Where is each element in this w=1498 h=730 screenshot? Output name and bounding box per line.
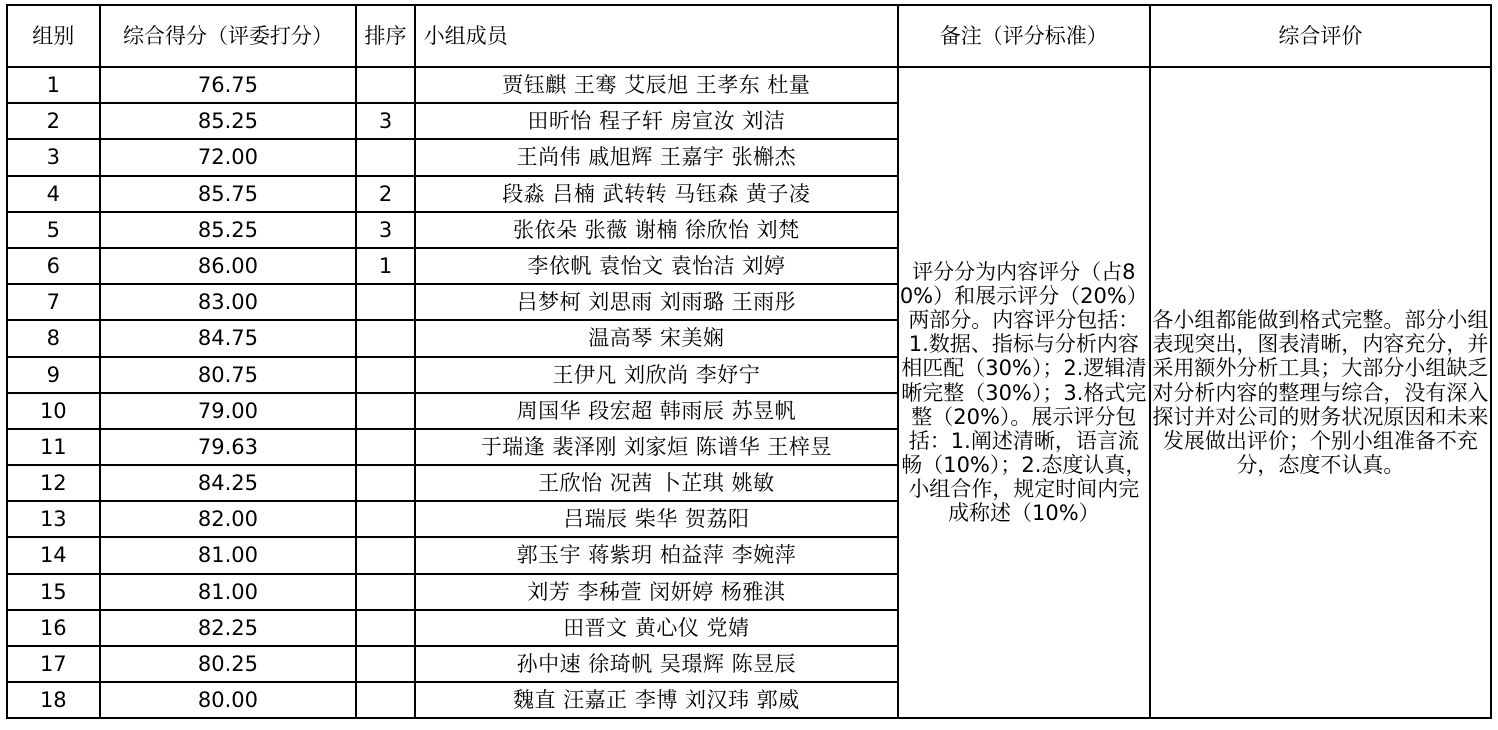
- cell-score: 81.00: [100, 537, 357, 573]
- header-evaluation: 综合评价: [1150, 5, 1491, 67]
- cell-group: 15: [7, 574, 100, 610]
- cell-group: 17: [7, 646, 100, 682]
- table-header-row: [7, 5, 1491, 67]
- cell-rank: [356, 357, 414, 393]
- cell-members: 王伊凡 刘欣尚 李妤宁: [415, 357, 898, 393]
- cell-group: 8: [7, 320, 100, 356]
- header-score: 综合得分（评委打分）: [100, 5, 357, 67]
- cell-members: 温高琴 宋美娴: [415, 320, 898, 356]
- cell-group: 18: [7, 682, 100, 718]
- cell-score: 84.25: [100, 465, 357, 501]
- cell-rank: [356, 646, 414, 682]
- cell-group: 2: [7, 103, 100, 139]
- cell-group: 12: [7, 465, 100, 501]
- cell-rank: 3: [356, 212, 414, 248]
- cell-rank: [356, 682, 414, 718]
- cell-score: 80.25: [100, 646, 357, 682]
- cell-rank: [356, 320, 414, 356]
- cell-group: 16: [7, 610, 100, 646]
- cell-score: 82.00: [100, 501, 357, 537]
- cell-rank: [356, 429, 414, 465]
- cell-members: 田昕怡 程子轩 房宣汝 刘洁: [415, 103, 898, 139]
- cell-score: 83.00: [100, 284, 357, 320]
- cell-rank: [356, 610, 414, 646]
- cell-members: 吕梦柯 刘思雨 刘雨璐 王雨彤: [415, 284, 898, 320]
- cell-group: 14: [7, 537, 100, 573]
- cell-members: 孙中速 徐琦帆 吴璟辉 陈昱辰: [415, 646, 898, 682]
- cell-group: 13: [7, 501, 100, 537]
- table-row: [7, 67, 1491, 103]
- cell-members: 张依朵 张薇 谢楠 徐欣怡 刘梵: [415, 212, 898, 248]
- cell-members: 田晋文 黄心仪 党婧: [415, 610, 898, 646]
- cell-members: 刘芳 李秭萱 闵妍婷 杨雅淇: [415, 574, 898, 610]
- cell-members: 段淼 吕楠 武转转 马钰森 黄子凌: [415, 176, 898, 212]
- header-group: 组别: [7, 5, 100, 67]
- header-note: 备注（评分标准）: [898, 5, 1150, 67]
- cell-group: 7: [7, 284, 100, 320]
- cell-score: 84.75: [100, 320, 357, 356]
- cell-score: 85.25: [100, 212, 357, 248]
- cell-rank: [356, 393, 414, 429]
- cell-score: 76.75: [100, 67, 357, 103]
- cell-rank: 1: [356, 248, 414, 284]
- cell-rank: [356, 537, 414, 573]
- cell-members: 郭玉宇 蒋紫玥 柏益萍 李婉萍: [415, 537, 898, 573]
- header-rank: 排序: [356, 5, 414, 67]
- cell-members: 王欣怡 况茜 卜芷琪 姚敏: [415, 465, 898, 501]
- table-header: [7, 5, 1491, 67]
- table-body: [7, 67, 1491, 718]
- cell-rank: [356, 465, 414, 501]
- header-members: 小组成员: [415, 5, 898, 67]
- cell-group: 9: [7, 357, 100, 393]
- cell-score: 81.00: [100, 574, 357, 610]
- cell-rank: [356, 67, 414, 103]
- cell-group: 3: [7, 139, 100, 175]
- cell-rank: [356, 284, 414, 320]
- cell-members: 李依帆 袁怡文 袁怡洁 刘婷: [415, 248, 898, 284]
- cell-score: 72.00: [100, 139, 357, 175]
- note-text: 评分分为内容评分（占80%）和展示评分（20%）两部分。内容评分包括：1.数据、指标与分析内容相匹配（30%）；2.逻辑清晰完整（30%）；3.格式完整（20%）。展示评分包括：1.阐述清晰，语言流畅（10%）；2.态度认真，小组合作，规定时间内完成称述（10%）: [899, 259, 1148, 526]
- cell-score: 86.00: [100, 248, 357, 284]
- cell-group: 1: [7, 67, 100, 103]
- cell-evaluation: [1150, 67, 1491, 718]
- cell-score: 79.63: [100, 429, 357, 465]
- grade-table: [6, 4, 1492, 719]
- cell-members: 王尚伟 戚旭辉 王嘉宇 张槲杰: [415, 139, 898, 175]
- cell-members: 于瑞逢 裴泽刚 刘家烜 陈谱华 王梓昱: [415, 429, 898, 465]
- cell-score: 85.75: [100, 176, 357, 212]
- cell-group: 6: [7, 248, 100, 284]
- cell-score: 85.25: [100, 103, 357, 139]
- cell-score: 82.25: [100, 610, 357, 646]
- cell-group: 5: [7, 212, 100, 248]
- cell-members: 魏直 汪嘉正 李博 刘汉玮 郭威: [415, 682, 898, 718]
- cell-members: 吕瑞辰 柴华 贺荔阳: [415, 501, 898, 537]
- cell-group: 4: [7, 176, 100, 212]
- cell-rank: [356, 574, 414, 610]
- cell-score: 80.75: [100, 357, 357, 393]
- cell-group: 11: [7, 429, 100, 465]
- cell-rank: 3: [356, 103, 414, 139]
- cell-group: 10: [7, 393, 100, 429]
- cell-members: 贾钰麒 王骞 艾辰旭 王孝东 杜量: [415, 67, 898, 103]
- cell-rank: 2: [356, 176, 414, 212]
- evaluation-text: 各小组都能做到格式完整。部分小组表现突出，图表清晰，内容充分，并采用额外分析工具；大部分小组缺乏对分析内容的整理与综合，没有深入探讨并对公司的财务状况原因和未来发展做出评价；个别小组准备不充分，态度不认真。: [1152, 308, 1489, 478]
- cell-rank: [356, 139, 414, 175]
- cell-score: 79.00: [100, 393, 357, 429]
- cell-rank: [356, 501, 414, 537]
- cell-note: [898, 67, 1150, 718]
- cell-score: 80.00: [100, 682, 357, 718]
- cell-members: 周国华 段宏超 韩雨辰 苏昱帆: [415, 393, 898, 429]
